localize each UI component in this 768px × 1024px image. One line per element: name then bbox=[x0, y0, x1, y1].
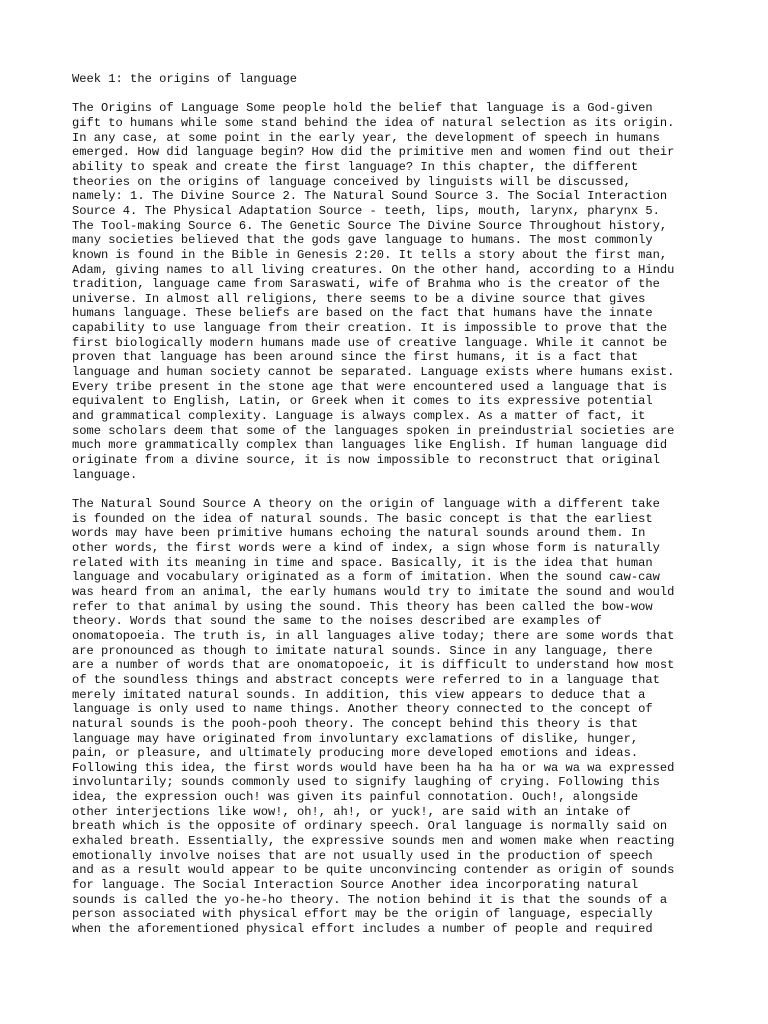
text-line: gift to humans while some stand behind the idea of natural selection as its origin. bbox=[72, 115, 675, 130]
text-line: language and vocabulary originated as a form of imitation. When the sound caw-caw bbox=[72, 570, 660, 585]
text-line: originate from a divine source, it is now impossible to reconstruct that original bbox=[72, 453, 660, 468]
text-line: language is only used to name things. Another theory connected to the concept of bbox=[72, 702, 653, 717]
text-line: theories on the origins of language conceived by linguists will be discussed, bbox=[72, 174, 631, 189]
text-line: when the aforementioned physical effort includes a number of people and required bbox=[72, 922, 653, 937]
text-line: The Origins of Language Some people hold the belief that language is a God-given bbox=[72, 101, 653, 116]
text-line: emotionally involve noises that are not usually used in the production of speech bbox=[72, 848, 653, 863]
text-line: idea, the expression ouch! was given its painful connotation. Ouch!, alongside bbox=[72, 790, 639, 805]
text-line: namely: 1. The Divine Source 2. The Natural Sound Source 3. The Social Interaction bbox=[72, 189, 668, 204]
text-line: The Tool-making Source 6. The Genetic Source The Divine Source Throughout history, bbox=[72, 218, 668, 233]
text-line: are pronounced as though to imitate natural sounds. Since in any language, there bbox=[72, 643, 653, 658]
text-line: involuntarily; sounds commonly used to signify laughing of crying. Following this bbox=[72, 775, 660, 790]
text-line: sounds is called the yo-he-ho theory. The notion behind it is that the sounds of a bbox=[72, 892, 668, 907]
text-line: person associated with physical effort may be the origin of language, especially bbox=[72, 907, 653, 922]
text-line: other words, the first words were a kind of index, a sign whose form is naturally bbox=[72, 540, 660, 555]
text-line: Adam, giving names to all living creatures. On the other hand, according to a Hindu bbox=[72, 262, 675, 277]
text-line: proven that language has been around since the first humans, it is a fact that bbox=[72, 350, 639, 365]
text-line: much more grammatically complex than languages like English. If human language did bbox=[72, 438, 668, 453]
text-line: natural sounds is the pooh-pooh theory. The concept behind this theory is that bbox=[72, 716, 639, 731]
text-line: exhaled breath. Essentially, the expressive sounds men and women make when reacting bbox=[72, 834, 675, 849]
text-line: theory. Words that sound the same to the noises described are examples of bbox=[72, 614, 602, 629]
text-line: and as a result would appear to be quite unconvincing contender as origin of sounds bbox=[72, 863, 675, 878]
text-line: many societies believed that the gods gave language to humans. The most commonly bbox=[72, 233, 653, 248]
text-line: tradition, language came from Saraswati, wife of Brahma who is the creator of the bbox=[72, 277, 660, 292]
document-title: Week 1: the origins of language bbox=[72, 72, 297, 86]
text-line: capability to use language from their creation. It is impossible to prove that the bbox=[72, 321, 668, 336]
text-line: is founded on the idea of natural sounds. The basic concept is that the earliest bbox=[72, 511, 653, 526]
text-line: equivalent to English, Latin, or Greek when it comes to its expressive potential bbox=[72, 394, 653, 409]
text-line: breath which is the opposite of ordinary speech. Oral language is normally said on bbox=[72, 819, 668, 834]
paragraph bbox=[72, 497, 712, 937]
text-line: refer to that animal by using the sound. This theory has been called the bow-wow bbox=[72, 599, 653, 614]
text-line: Following this idea, the first words would have been ha ha ha or wa wa wa expressed bbox=[72, 760, 675, 775]
text-line: Source 4. The Physical Adaptation Source - teeth, lips, mouth, larynx, pharynx 5. bbox=[72, 203, 660, 218]
text-line: ability to speak and create the first language? In this chapter, the different bbox=[72, 159, 639, 174]
text-line: merely imitated natural sounds. In addition, this view appears to deduce that a bbox=[72, 687, 646, 702]
text-line: language. bbox=[72, 467, 138, 482]
text-line: emerged. How did language begin? How did the primitive men and women find out their bbox=[72, 145, 675, 160]
text-line: for language. The Social Interaction Source Another idea incorporating natural bbox=[72, 878, 639, 893]
text-line: was heard from an animal, the early humans would try to imitate the sound and would bbox=[72, 584, 675, 599]
text-line: pain, or pleasure, and ultimately producing more developed emotions and ideas. bbox=[72, 746, 639, 761]
text-line: humans language. These beliefs are based on the fact that humans have the innate bbox=[72, 306, 653, 321]
text-line: Every tribe present in the stone age that were encountered used a language that is bbox=[72, 379, 668, 394]
document-body bbox=[72, 101, 712, 936]
text-line: The Natural Sound Source A theory on the origin of language with a different take bbox=[72, 497, 660, 511]
text-line: language and human society cannot be separated. Language exists where humans exist. bbox=[72, 365, 675, 380]
text-line: are a number of words that are onomatopoeic, it is difficult to understand how most bbox=[72, 658, 675, 673]
text-line: related with its meaning in time and space. Basically, it is the idea that human bbox=[72, 555, 653, 570]
text-line: some scholars deem that some of the languages spoken in preindustrial societies are bbox=[72, 423, 675, 438]
text-line: language may have originated from involuntary exclamations of dislike, hunger, bbox=[72, 731, 639, 746]
text-line: and grammatical complexity. Language is always complex. As a matter of fact, it bbox=[72, 409, 646, 424]
text-line: universe. In almost all religions, there seems to be a divine source that gives bbox=[72, 291, 646, 306]
text-line: known is found in the Bible in Genesis 2:20. It tells a story about the first man, bbox=[72, 247, 668, 262]
paragraph bbox=[72, 101, 712, 482]
text-line: of the soundless things and abstract concepts were referred to in a language that bbox=[72, 672, 660, 687]
document-page bbox=[72, 72, 712, 951]
text-line: other interjections like wow!, oh!, ah!, or yuck!, are said with an intake of bbox=[72, 804, 631, 819]
text-line: onomatopoeia. The truth is, in all languages alive today; there are some words that bbox=[72, 628, 675, 643]
text-line: In any case, at some point in the early year, the development of speech in humans bbox=[72, 130, 660, 145]
text-line: words may have been primitive humans echoing the natural sounds around them. In bbox=[72, 526, 646, 541]
text-line: first biologically modern humans made use of creative language. While it cannot be bbox=[72, 335, 668, 350]
